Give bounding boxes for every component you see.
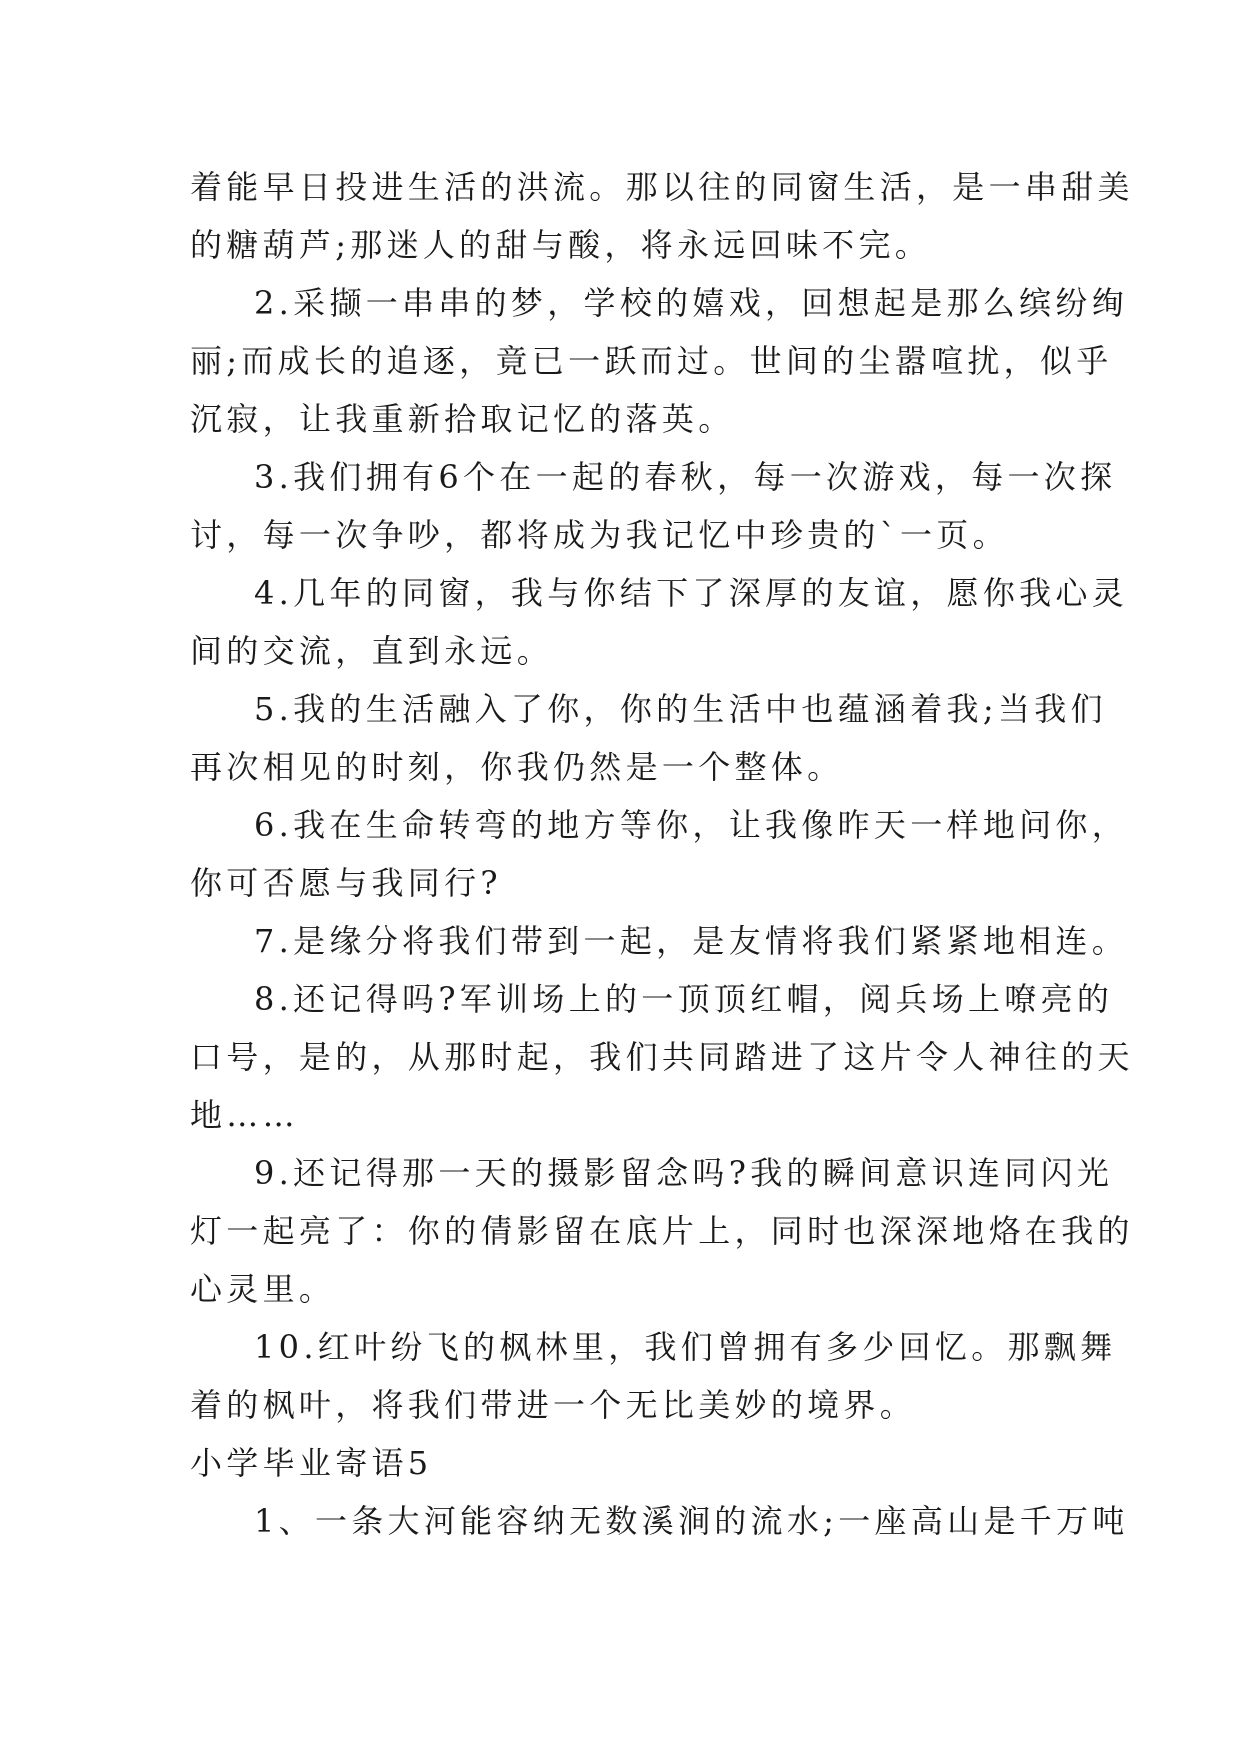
text-line: 灯一起亮了：你的倩影留在底片上，同时也深深地烙在我的 <box>190 1212 1134 1250</box>
paragraph-start-line: 9.还记得那一天的摄影留念吗?我的瞬间意识连同闪光 <box>254 1154 1114 1192</box>
text-line: 丽;而成长的追逐，竟已一跃而过。世间的尘嚣喧扰，似乎 <box>190 342 1113 380</box>
text-line: 的糖葫芦;那迷人的甜与酸，将永远回味不完。 <box>190 226 932 264</box>
paragraph-start-line: 3.我们拥有6个在一起的春秋，每一次游戏，每一次探 <box>254 458 1117 496</box>
paragraph-start-line: 10.红叶纷飞的枫林里，我们曾拥有多少回忆。那飘舞 <box>254 1328 1117 1366</box>
text-line: 口号，是的，从那时起，我们共同踏进了这片令人神往的天 <box>190 1038 1134 1076</box>
text-line: 着的枫叶，将我们带进一个无比美妙的境界。 <box>190 1386 917 1424</box>
text-line: 再次相见的时刻，你我仍然是一个整体。 <box>190 748 844 786</box>
text-line: 心灵里。 <box>190 1270 336 1308</box>
text-line: 间的交流，直到永远。 <box>190 632 554 670</box>
document-body <box>190 158 1134 1550</box>
text-line: 着能早日投进生活的洪流。那以往的同窗生活，是一串甜美 <box>190 168 1134 206</box>
text-line: 沉寂，让我重新拾取记忆的落英。 <box>190 400 735 438</box>
section-heading: 小学毕业寄语5 <box>190 1444 433 1482</box>
text-line: 你可否愿与我同行? <box>190 864 502 902</box>
paragraph-start-line: 6.我在生命转弯的地方等你，让我像昨天一样地问你， <box>254 806 1129 844</box>
paragraph-start-line: 7.是缘分将我们带到一起，是友情将我们紧紧地相连。 <box>254 922 1129 960</box>
text-line: 讨，每一次争吵，都将成为我记忆中珍贵的`一页。 <box>190 516 1009 554</box>
paragraph-start-line: 4.几年的同窗，我与你结下了深厚的友谊，愿你我心灵 <box>254 574 1129 612</box>
paragraph-start-line: 1、一条大河能容纳无数溪涧的流水;一座高山是千万吨 <box>254 1502 1129 1540</box>
paragraph-start-line: 2.采撷一串串的梦，学校的嬉戏，回想起是那么缤纷绚 <box>254 284 1129 322</box>
text-line: 地…… <box>190 1096 299 1134</box>
paragraph-start-line: 5.我的生活融入了你，你的生活中也蕴涵着我;当我们 <box>254 690 1107 728</box>
paragraph-start-line: 8.还记得吗?军训场上的一顶顶红帽，阅兵场上嘹亮的 <box>254 980 1114 1018</box>
